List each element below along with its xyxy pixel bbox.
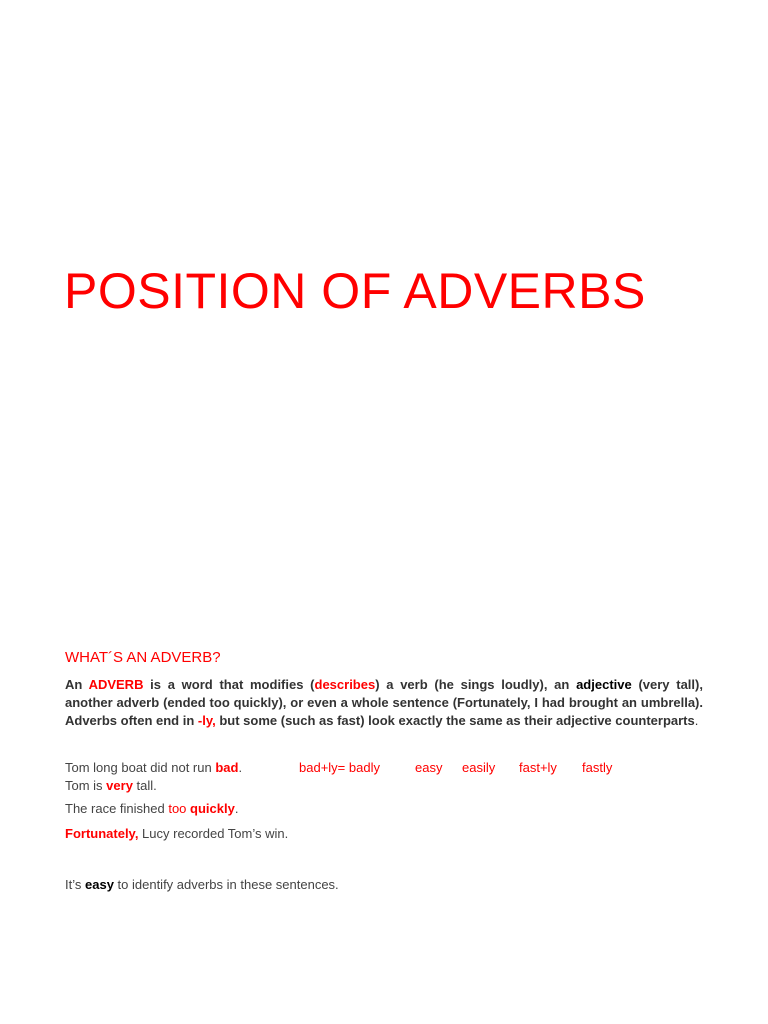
definition-text: ) a verb (he sings loudly), an bbox=[375, 677, 577, 692]
example-text: Lucy recorded Tom’s win. bbox=[138, 826, 289, 841]
example-highlight: very bbox=[106, 778, 133, 793]
describes-term: describes bbox=[314, 677, 376, 692]
adverb-term: ADVERB bbox=[88, 677, 144, 692]
example-text: tall. bbox=[132, 778, 157, 793]
example-text: to identify adverbs in these sentences. bbox=[113, 877, 339, 892]
example-sentence-very bbox=[65, 778, 157, 793]
definition-text: (very tall), another adverb (ended too quickly), or even a whole sentence (Fortunately, I had brought an umbrella). Adverbs often end in bbox=[65, 677, 703, 728]
formula-fast-ly: fast+ly bbox=[519, 760, 557, 775]
adjective-term: adjective bbox=[576, 677, 632, 692]
definition-text: An bbox=[65, 677, 89, 692]
example-text: Tom long boat did not run bbox=[65, 760, 216, 775]
example-highlight: bad bbox=[215, 760, 239, 775]
example-text: It’s bbox=[65, 877, 85, 892]
example-sentence-easy bbox=[65, 877, 339, 892]
formula-badly: bad+ly= badly bbox=[299, 760, 380, 775]
example-text: . bbox=[238, 760, 243, 775]
adverb-definition-paragraph bbox=[65, 676, 703, 730]
formula-easily: easily bbox=[462, 760, 496, 775]
document-title: POSITION OF ADVERBS bbox=[64, 263, 646, 319]
formula-easy: easy bbox=[415, 760, 443, 775]
example-text: . bbox=[234, 801, 239, 816]
definition-text: but some (such as fast) look exactly the same as their adjective counterparts bbox=[215, 713, 695, 728]
example-sentence-fortunately bbox=[65, 826, 288, 841]
example-text: Tom is bbox=[65, 778, 107, 793]
definition-text: is a word that modifies ( bbox=[143, 677, 315, 692]
example-highlight: Fortunately, bbox=[65, 826, 139, 841]
definition-period: . bbox=[694, 713, 699, 728]
example-too: too bbox=[168, 801, 187, 816]
section-heading: WHAT´S AN ADVERB? bbox=[65, 649, 221, 666]
example-highlight: easy bbox=[85, 877, 114, 892]
example-sentence-bad bbox=[65, 760, 242, 775]
example-text: The race finished bbox=[65, 801, 169, 816]
example-highlight: quickly bbox=[190, 801, 235, 816]
ly-suffix-term: -ly, bbox=[197, 713, 216, 728]
example-sentence-quickly bbox=[65, 801, 238, 816]
formula-fastly: fastly bbox=[582, 760, 613, 775]
